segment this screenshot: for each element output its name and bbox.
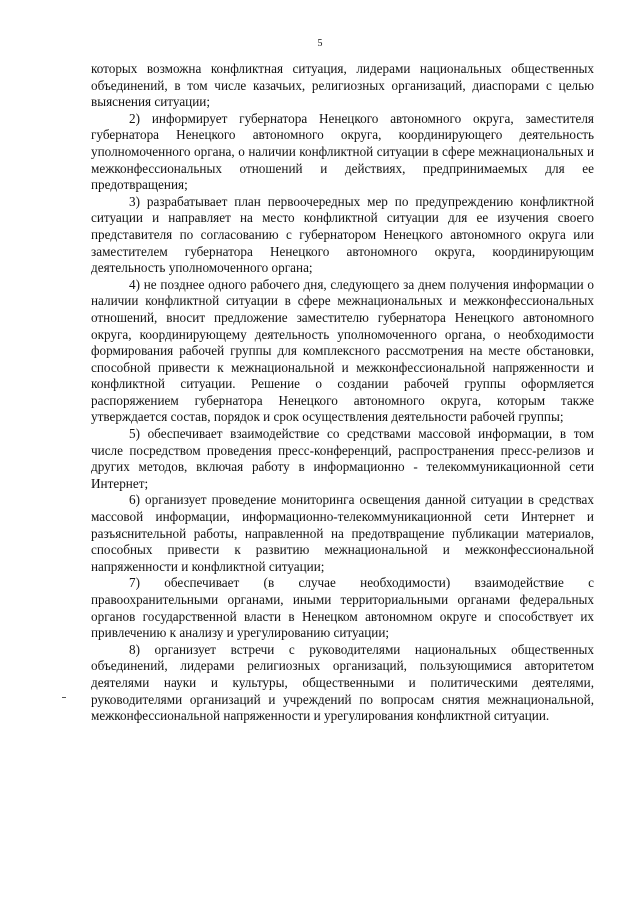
margin-scan-mark — [62, 697, 66, 698]
paragraph-item-8: 8) организует встречи с руководителями национальных общественных объединений, лидерами религиозных организаций, пользующимися авторитетом деятелями науки и культуры, общественными и политическими деятелями, руководителями организаций и учреждений по вопросам снятия межнациональной, межконфессиональной напряженности и урегулирования конфликтной ситуации. — [91, 641, 594, 724]
paragraph-item-6: 6) организует проведение мониторинга освещения данной ситуации в средствах массовой информации, информационно-телекоммуникационной сети Интернет и разъяснительной работы, направленной на предотвращение публикации материалов, способных привести к развитию межнациональной и межконфессиональной напряженности и конфликтной ситуации; — [91, 492, 594, 574]
paragraph-continuation: которых возможна конфликтная ситуация, лидерами национальных общественных объединений, в том числе казачьих, религиозных организаций, диаспорами с целью выяснения ситуации; — [91, 61, 594, 110]
paragraph-item-2: 2) информирует губернатора Ненецкого автономного округа, заместителя губернатора Ненецкого автономного округа, координирующего деятельность уполномоченного органа, о наличии конфликтной ситуации в сфере межнациональных и межконфессиональных отношений и действиях, предпринимаемых для ее предотвращения; — [91, 110, 594, 193]
page-number: 5 — [317, 38, 323, 49]
paragraph-item-7: 7) обеспечивает (в случае необходимости) взаимодействие с правоохранительными органами, иными территориальными органами федеральных органов государственной власти в Ненецком автономном округе и способствует их привлечению к анализу и урегулированию ситуации; — [91, 575, 594, 641]
paragraph-item-5: 5) обеспечивает взаимодействие со средствами массовой информации, в том числе посредством проведения пресс-конференций, распространения пресс-релизов и других методов, включая работу в информационно - телекоммуникационной сети Интернет; — [91, 426, 594, 491]
document-body — [91, 61, 594, 725]
paragraph-item-3: 3) разрабатывает план первоочередных мер по предупреждению конфликтной ситуации и направляет на место конфликтной ситуации для ее изучения своего представителя по согласованию с губернатором Ненецкого автономного округа или заместителем губернатора Ненецкого автономного округа, координирующим деятельность уполномоченного органа; — [91, 193, 594, 276]
paragraph-item-4: 4) не позднее одного рабочего дня, следующего за днем получения информации о наличии конфликтной ситуации в сфере межнациональных и межконфессиональных отношений, вносит предложение заместителю губернатора Ненецкого автономного округа, координирующему деятельность уполномоченного органа, о необходимости формирования рабочей группы для комплексного рассмотрения на месте обстановки, способной привести к межнациональной и межконфессиональной напряженности и конфликтной ситуации. Решение о создании рабочей группы оформляется распоряжением губернатора Ненецкого автономного округа, которым также утверждается состав, порядок и срок осуществления деятельности рабочей группы; — [91, 276, 594, 425]
